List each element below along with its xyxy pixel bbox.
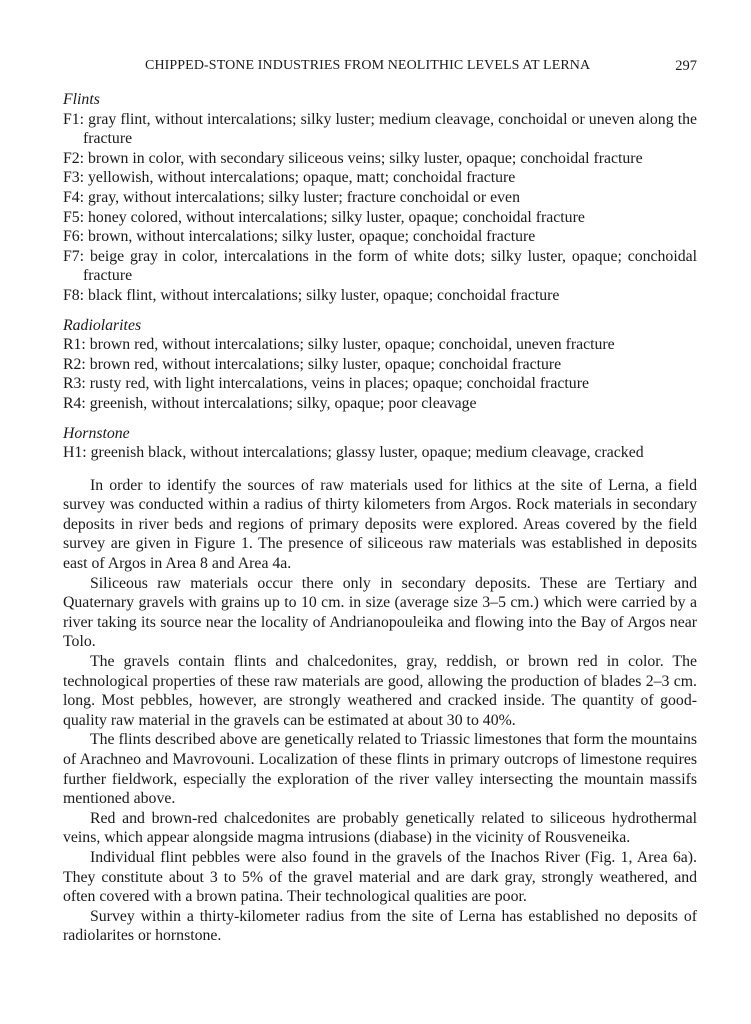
entry-code: F1: [63, 110, 85, 128]
list-item [63, 110, 697, 149]
entry-code: F5: [63, 208, 85, 226]
list-item [63, 443, 697, 463]
main-content [63, 90, 697, 946]
entry-text: greenish black, without intercalations; glassy luster, opaque; medium cleavage, cracked [90, 444, 644, 462]
list-item [63, 168, 697, 188]
paragraph: Survey within a thirty-kilometer radius from the site of Lerna has established no deposits of radiolarites or hornstone. [63, 907, 697, 945]
body-text [63, 476, 697, 946]
section-radiolarites [63, 316, 697, 414]
entry-text: greenish, without intercalations; silky, opaque; poor cleavage [89, 394, 477, 412]
entry-code: R4: [63, 394, 86, 412]
section-title: Flints [63, 91, 100, 108]
list-item [63, 227, 697, 247]
list-item [63, 188, 697, 208]
list-item [63, 355, 697, 375]
running-head [63, 58, 697, 78]
entry-code: F8: [63, 286, 85, 304]
list-item [63, 335, 697, 355]
section-hornstone [63, 424, 697, 463]
entry-text: brown red, without intercalations; silky luster, opaque; conchoidal fracture [89, 355, 562, 373]
page-number: 297 [675, 58, 697, 74]
list-item [63, 208, 697, 228]
entry-text: rusty red, with light intercalations, veins in places; opaque; conchoidal fracture [89, 375, 589, 393]
entry-code: F3: [63, 169, 85, 187]
paragraph: Red and brown-red chalcedonites are probably genetically related to siliceous hydrothermal veins, which appear alongside magma intrusions (diabase) in the vicinity of Rousveneika. [63, 809, 697, 847]
entry-text: gray flint, without intercalations; silky luster; medium cleavage, conchoidal or uneven along the fracture [83, 110, 697, 148]
paragraph: In order to identify the sources of raw materials used for lithics at the site of Lerna, a field survey was conducted within a radius of thirty kilometers from Argos. Rock materials in secondary deposits in river beds and regions of primary deposits were explored. Areas covered by the field survey are given in Figure 1. The presence of siliceous raw materials was established in deposits east of Argos in Area 8 and Area 4a. [63, 476, 697, 573]
entry-text: yellowish, without intercalations; opaque, matt; conchoidal fracture [88, 169, 516, 187]
section-flints [63, 90, 697, 306]
list-item [63, 247, 697, 286]
entry-text: beige gray in color, intercalations in the form of white dots; silky luster, opaque; conchoidal fracture [83, 247, 698, 285]
entry-text: brown in color, with secondary siliceous veins; silky luster, opaque; conchoidal fracture [88, 149, 643, 167]
list-item [63, 374, 697, 394]
entry-code: R1: [63, 336, 86, 354]
entry-code: F6: [63, 228, 85, 246]
entry-code: F2: [63, 149, 85, 167]
entry-text: brown red, without intercalations; silky luster, opaque; conchoidal, uneven fracture [89, 336, 615, 354]
list-item [63, 149, 697, 169]
section-title: Hornstone [63, 424, 130, 442]
entry-code: F7: [63, 247, 85, 265]
entry-text: brown, without intercalations; silky luster, opaque; conchoidal fracture [88, 228, 536, 246]
entry-code: H1: [63, 444, 87, 462]
list-item [63, 394, 697, 414]
raw-material-list [63, 90, 697, 463]
section-title: Radiolarites [63, 316, 142, 334]
paragraph: The flints described above are genetically related to Triassic limestones that form the mountains of Arachneo and Mavrovouni. Localization of these flints in primary outcrops of limestone requires further fieldwork, especially the exploration of the river valley intersecting the mountain massifs mentioned above. [63, 731, 697, 808]
paragraph: Individual flint pebbles were also found in the gravels of the Inachos River (Fig. 1, Area 6a). They constitute about 3 to 5% of the gravel material and are dark gray, strongly weathered, and often covered with a brown patina. Their technological qualities are poor. [63, 848, 697, 906]
list-item [63, 286, 697, 306]
entry-text: honey colored, without intercalations; silky luster, opaque; conchoidal fracture [88, 208, 585, 226]
entry-code: R3: [63, 375, 86, 393]
entry-text: black flint, without intercalations; silky luster, opaque; conchoidal fracture [88, 286, 560, 304]
entry-text: gray, without intercalations; silky luster; fracture conchoidal or even [88, 188, 520, 206]
running-title: CHIPPED-STONE INDUSTRIES FROM NEOLITHIC LEVELS AT LERNA [145, 58, 591, 73]
entry-code: F4: [63, 188, 85, 206]
paragraph: The gravels contain flints and chalcedonites, gray, reddish, or brown red in color. The technological properties of these raw materials are good, allowing the production of blades 2–3 cm. long. Most pebbles, however, are strongly weathered and cracked inside. The quantity of good-quality raw material in the gravels can be estimated at about 30 to 40%. [63, 653, 697, 729]
paragraph: Siliceous raw materials occur there only in secondary deposits. These are Tertiary and Quaternary gravels with grains up to 10 cm. in size (average size 3–5 cm.) which were carried by a river taking its source near the locality of Andrianopouleika and flowing into the Bay of Argos near Tolo. [63, 574, 697, 651]
entry-code: R2: [63, 355, 86, 373]
